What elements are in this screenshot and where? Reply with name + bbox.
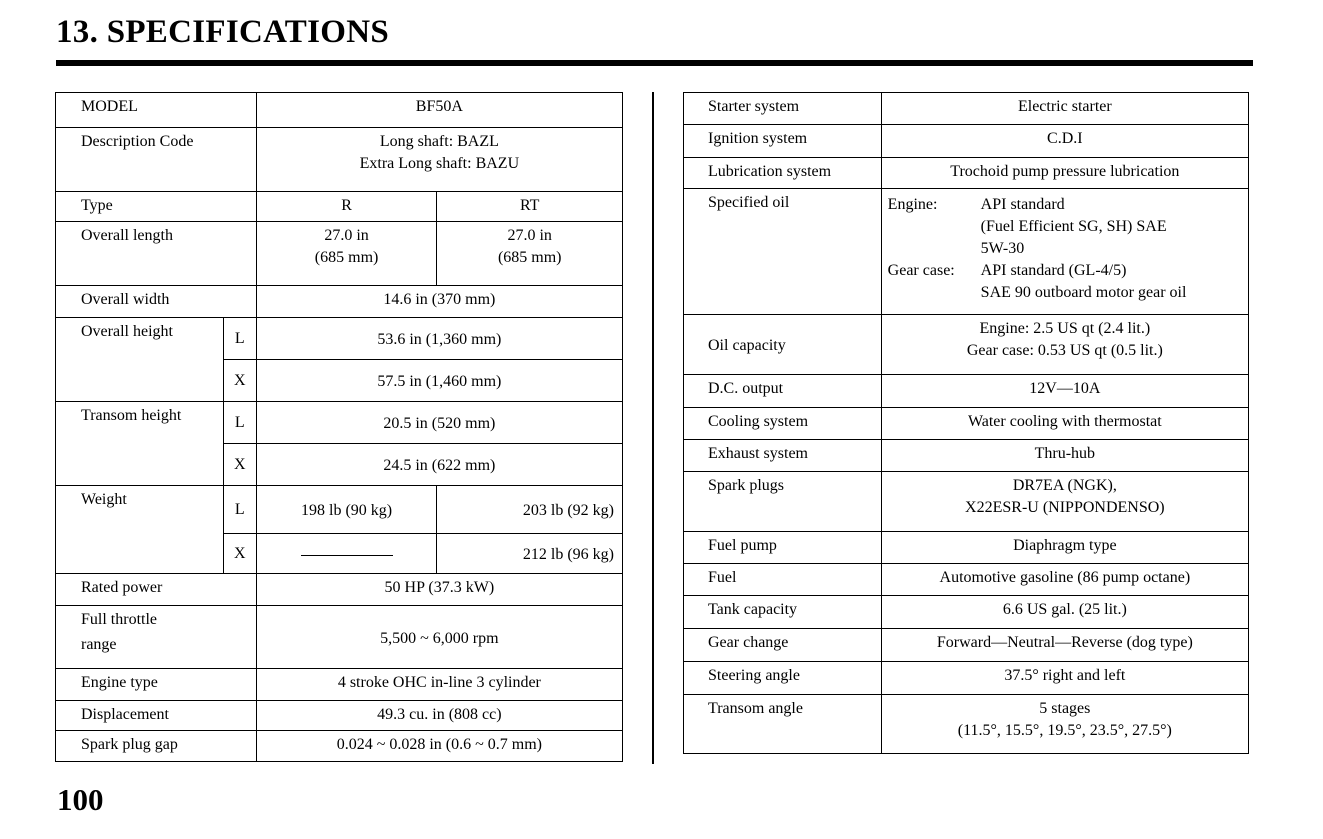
gear-change-value: Forward—Neutral—Reverse (dog type) xyxy=(881,629,1248,662)
row-fuel-pump xyxy=(684,532,1249,564)
specified-oil-gear-key: Gear case: xyxy=(887,262,955,279)
tank-capacity-label: Tank capacity xyxy=(684,596,882,629)
oil-capacity-label: Oil capacity xyxy=(684,315,882,375)
cooling-system-value: Water cooling with thermostat xyxy=(881,408,1248,440)
type-rt: RT xyxy=(437,192,623,222)
engine-type-value: 4 stroke OHC in-line 3 cylinder xyxy=(256,669,622,701)
fuel-pump-label: Fuel pump xyxy=(684,532,882,564)
specified-oil-gear-line1: API standard (GL-4/5) xyxy=(980,262,1127,279)
steering-angle-label: Steering angle xyxy=(684,662,882,695)
row-gear-change xyxy=(684,629,1249,662)
transom-angle-value xyxy=(881,695,1248,754)
lubrication-system-label: Lubrication system xyxy=(684,158,882,189)
overall-length-r xyxy=(256,222,437,286)
weight-l-marker: L xyxy=(223,486,256,534)
ignition-system-value: C.D.I xyxy=(881,125,1248,158)
weight-x-rt: 212 lb (96 kg) xyxy=(437,534,623,574)
row-specified-oil xyxy=(684,189,1249,315)
overall-height-l-value: 53.6 in (1,360 mm) xyxy=(256,318,622,360)
row-spark-plug-gap xyxy=(56,731,623,762)
type-r: R xyxy=(256,192,437,222)
exhaust-system-label: Exhaust system xyxy=(684,440,882,472)
overall-length-rt xyxy=(437,222,623,286)
ignition-system-label: Ignition system xyxy=(684,125,882,158)
starter-system-label: Starter system xyxy=(684,93,882,125)
page-number: 100 xyxy=(57,782,104,817)
spark-plug-gap-value: 0.024 ~ 0.028 in (0.6 ~ 0.7 mm) xyxy=(256,731,622,762)
row-ignition-system xyxy=(684,125,1249,158)
transom-height-l-value: 20.5 in (520 mm) xyxy=(256,402,622,444)
transom-angle-stages: 5 stages xyxy=(1039,700,1091,717)
row-engine-type xyxy=(56,669,623,701)
rated-power-value: 50 HP (37.3 kW) xyxy=(256,574,622,606)
description-code-line1: Long shaft: BAZL xyxy=(379,133,499,150)
row-cooling-system xyxy=(684,408,1249,440)
weight-label: Weight xyxy=(56,486,224,574)
description-code-label: Description Code xyxy=(56,128,257,192)
row-dc-output xyxy=(684,375,1249,408)
transom-height-label: Transom height xyxy=(56,402,224,486)
overall-height-x-marker: X xyxy=(223,360,256,402)
title-rule xyxy=(56,60,1253,66)
row-overall-width xyxy=(56,286,623,318)
row-type xyxy=(56,192,623,222)
lubrication-system-value: Trochoid pump pressure lubrication xyxy=(881,158,1248,189)
weight-x-marker: X xyxy=(223,534,256,574)
spark-plugs-value xyxy=(881,472,1248,532)
row-weight-l xyxy=(56,486,623,534)
type-label: Type xyxy=(56,192,257,222)
specified-oil-label: Specified oil xyxy=(684,189,882,315)
fuel-label: Fuel xyxy=(684,564,882,596)
specified-oil-engine-line2: (Fuel Efficient SG, SH) SAE xyxy=(980,218,1167,235)
page-title: 13. SPECIFICATIONS xyxy=(56,14,390,50)
description-code-value xyxy=(256,128,622,192)
displacement-value: 49.3 cu. in (808 cc) xyxy=(256,701,622,731)
overall-length-rt-mm: (685 mm) xyxy=(497,249,562,266)
row-tank-capacity xyxy=(684,596,1249,629)
spark-plugs-nippondenso: X22ESR-U (NIPPONDENSO) xyxy=(965,499,1165,516)
overall-length-r-mm: (685 mm) xyxy=(314,249,379,266)
overall-length-label: Overall length xyxy=(56,222,257,286)
description-code-line2: Extra Long shaft: BAZU xyxy=(359,155,520,172)
oil-capacity-value xyxy=(881,315,1248,375)
overall-width-value: 14.6 in (370 mm) xyxy=(256,286,622,318)
row-overall-height-l xyxy=(56,318,623,360)
fuel-value: Automotive gasoline (86 pump octane) xyxy=(881,564,1248,596)
row-fuel xyxy=(684,564,1249,596)
model-value: BF50A xyxy=(256,93,622,128)
transom-angle-label: Transom angle xyxy=(684,695,882,754)
specs-table-left xyxy=(55,92,623,762)
overall-height-l-marker: L xyxy=(223,318,256,360)
full-throttle-label xyxy=(56,606,257,669)
starter-system-value: Electric starter xyxy=(881,93,1248,125)
engine-type-label: Engine type xyxy=(56,669,257,701)
overall-height-x-value: 57.5 in (1,460 mm) xyxy=(256,360,622,402)
not-applicable-dash xyxy=(301,555,393,557)
row-starter-system xyxy=(684,93,1249,125)
fuel-pump-value: Diaphragm type xyxy=(881,532,1248,564)
model-label: MODEL xyxy=(56,93,257,128)
tank-capacity-value: 6.6 US gal. (25 lit.) xyxy=(881,596,1248,629)
row-oil-capacity xyxy=(684,315,1249,375)
oil-capacity-gear-case: Gear case: 0.53 US qt (0.5 lit.) xyxy=(966,342,1163,359)
overall-width-label: Overall width xyxy=(56,286,257,318)
specified-oil-engine-line1: API standard xyxy=(980,196,1065,213)
gear-change-label: Gear change xyxy=(684,629,882,662)
row-lubrication-system xyxy=(684,158,1249,189)
row-displacement xyxy=(56,701,623,731)
row-overall-length xyxy=(56,222,623,286)
cooling-system-label: Cooling system xyxy=(684,408,882,440)
exhaust-system-value: Thru-hub xyxy=(881,440,1248,472)
steering-angle-value: 37.5° right and left xyxy=(881,662,1248,695)
row-transom-angle xyxy=(684,695,1249,754)
rated-power-label: Rated power xyxy=(56,574,257,606)
row-spark-plugs xyxy=(684,472,1249,532)
row-rated-power xyxy=(56,574,623,606)
weight-l-rt: 203 lb (92 kg) xyxy=(437,486,623,534)
weight-x-r xyxy=(256,534,437,574)
transom-height-l-marker: L xyxy=(223,402,256,444)
overall-length-rt-in: 27.0 in xyxy=(507,227,552,244)
specs-table-right xyxy=(683,92,1249,754)
specified-oil-value xyxy=(881,189,1248,315)
full-throttle-value: 5,500 ~ 6,000 rpm xyxy=(256,606,622,669)
row-transom-height-l xyxy=(56,402,623,444)
overall-height-label: Overall height xyxy=(56,318,224,402)
full-throttle-label-line1: Full throttle xyxy=(81,611,157,628)
row-steering-angle xyxy=(684,662,1249,695)
row-exhaust-system xyxy=(684,440,1249,472)
spark-plugs-label: Spark plugs xyxy=(684,472,882,532)
transom-height-x-value: 24.5 in (622 mm) xyxy=(256,444,622,486)
row-model xyxy=(56,93,623,128)
dc-output-value: 12V—10A xyxy=(881,375,1248,408)
row-full-throttle xyxy=(56,606,623,669)
transom-angle-degrees: (11.5°, 15.5°, 19.5°, 23.5°, 27.5°) xyxy=(957,722,1172,739)
spark-plug-gap-label: Spark plug gap xyxy=(56,731,257,762)
oil-capacity-engine: Engine: 2.5 US qt (2.4 lit.) xyxy=(979,320,1151,337)
specified-oil-gear-line2: SAE 90 outboard motor gear oil xyxy=(980,284,1187,301)
column-divider xyxy=(652,92,654,764)
specified-oil-engine-line3: 5W-30 xyxy=(980,240,1025,257)
specified-oil-engine-key: Engine: xyxy=(887,196,938,213)
weight-l-r: 198 lb (90 kg) xyxy=(256,486,437,534)
transom-height-x-marker: X xyxy=(223,444,256,486)
row-description-code xyxy=(56,128,623,192)
full-throttle-label-line2: range xyxy=(81,636,117,653)
dc-output-label: D.C. output xyxy=(684,375,882,408)
spark-plugs-ngk: DR7EA (NGK), xyxy=(1012,477,1117,494)
overall-length-r-in: 27.0 in xyxy=(324,227,369,244)
displacement-label: Displacement xyxy=(56,701,257,731)
